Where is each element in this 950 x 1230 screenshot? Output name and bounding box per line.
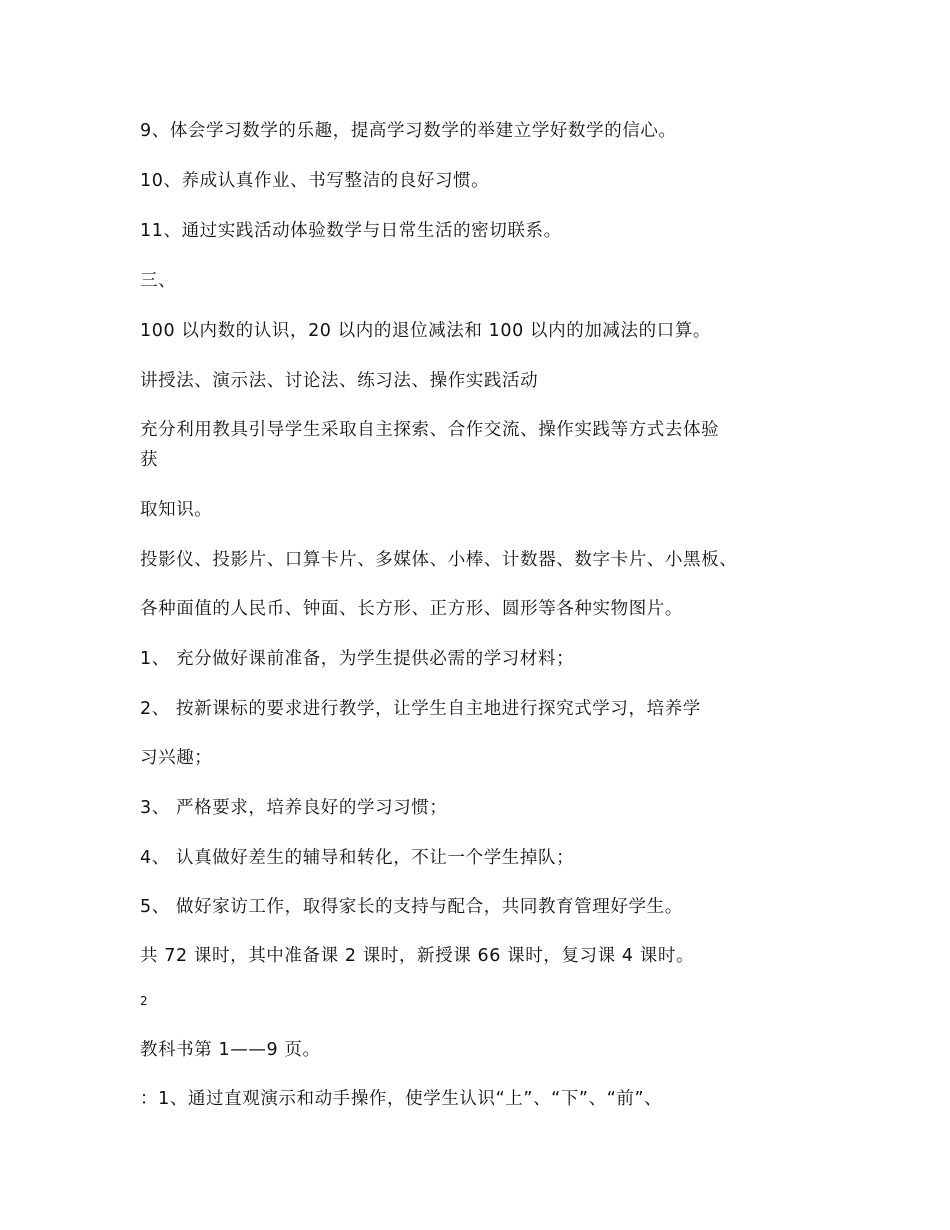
page-number: 2 (140, 994, 148, 1008)
text-line-goal-10: 10、养成认真作业、书写整洁的良好习惯。 (140, 171, 490, 191)
list-item-measure-3: 3、 严格要求，培养良好的学习习惯； (140, 798, 448, 818)
text-line-goal-9: 9、体会学习数学的乐趣，提高学习数学的举建立学好数学的信心。 (140, 121, 677, 141)
text-line-materials-cont: 各种面值的人民币、钟面、长方形、正方形、圆形等各种实物图片。 (140, 599, 683, 619)
list-item-measure-4: 4、 认真做好差生的辅导和转化，不让一个学生掉队； (140, 848, 575, 868)
text-line-schedule: 共 72 课时，其中准备课 2 课时，新授课 66 课时，复习课 4 课时。 (140, 946, 695, 966)
list-item-measure-5: 5、 做好家访工作，取得家长的支持与配合，共同教育管理好学生。 (140, 897, 683, 917)
text-line-textbook-pages: 教科书第 1——9 页。 (140, 1040, 321, 1060)
text-line-approach-end: 取知识。 (140, 500, 213, 520)
list-item-measure-1: 1、 充分做好课前准备，为学生提供必需的学习材料； (140, 649, 575, 669)
text-line-key-points: 100 以内数的认识，20 以内的退位减法和 100 以内的加减法的口算。 (140, 321, 712, 341)
text-line-materials: 投影仪、投影片、口算卡片、多媒体、小棒、计数器、数字卡片、小黑板、 (140, 550, 738, 570)
text-line-approach: 充分利用教具引导学生采取自主探索、合作交流、操作实践等方式去体验 (140, 420, 720, 440)
list-item-measure-2: 2、 按新课标的要求进行教学，让学生自主地进行探究式学习，培养学 (140, 699, 701, 719)
text-line-methods: 讲授法、演示法、讨论法、练习法、操作实践活动 (140, 371, 539, 391)
text-line-goal-11: 11、通过实践活动体验数学与日常生活的密切联系。 (140, 221, 562, 241)
list-item-measure-2-wrap: 习兴趣； (140, 748, 213, 768)
text-line-approach-wrap: 获 (140, 450, 159, 470)
text-line-objective-1: ：1、通过直观演示和动手操作，使学生认识“上”、“下”、“前”、 (140, 1089, 663, 1109)
section-heading-three: 三、 (140, 271, 177, 291)
